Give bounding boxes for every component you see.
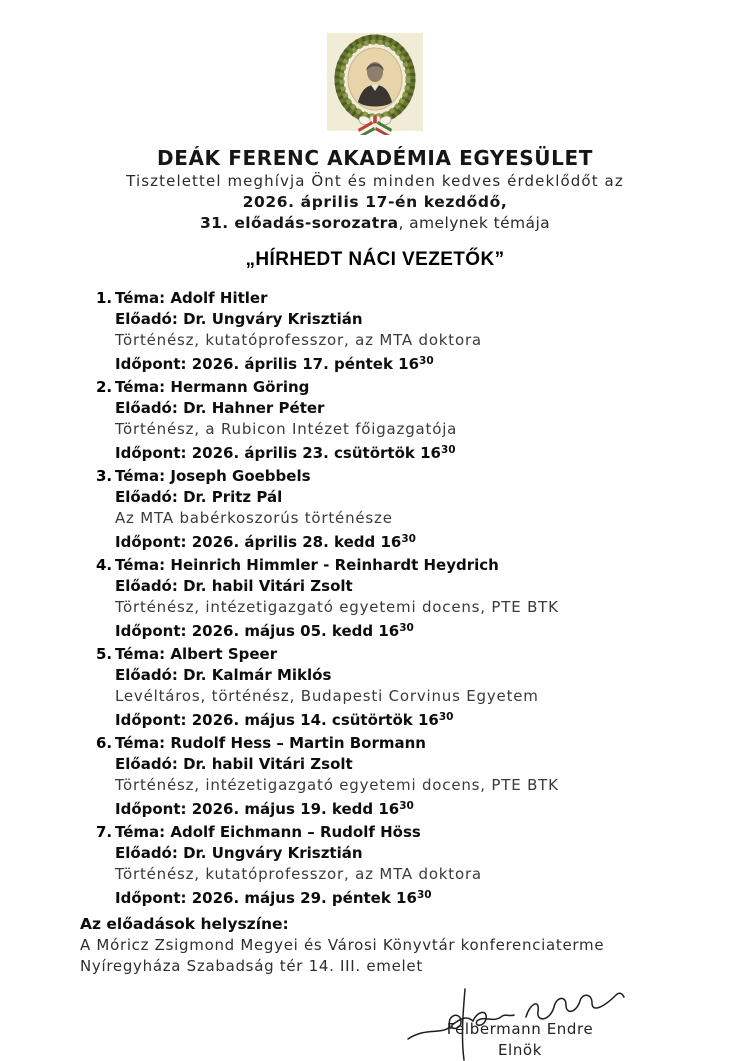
lecture-speaker: Előadó: Dr. Pritz Pál: [115, 488, 283, 506]
lecture-time-text: Időpont: 2026. április 23. csütörtök 16: [115, 444, 441, 462]
lecture-list: [96, 288, 750, 909]
lecture-time-text: Időpont: 2026. április 28. kedd 16: [115, 533, 402, 551]
lecture-number: 7.: [96, 823, 113, 841]
lecture-speaker: Előadó: Dr. habil Vitári Zsolt: [115, 577, 353, 595]
lecture-theme-line: [96, 822, 750, 843]
wreath-portrait-icon: [327, 33, 423, 135]
lecture-number: 6.: [96, 734, 113, 752]
lecture-time-text: Időpont: 2026. május 05. kedd 16: [115, 622, 400, 640]
venue-address-line2: Nyíregyháza Szabadság tér 14. III. emelet: [80, 957, 423, 975]
series-number: 31. előadás-sorozatra: [199, 214, 399, 232]
lecture-speaker: Előadó: Dr. Ungváry Krisztián: [115, 310, 363, 328]
signature-block: [400, 983, 640, 1061]
venue-section: [80, 914, 750, 977]
lecture-time-text: Időpont: 2026. május 29. péntek 16: [115, 889, 417, 907]
lecture-datetime: [115, 529, 750, 553]
lecture-credentials: Történész, kutatóprofesszor, az MTA doktora: [115, 865, 482, 883]
lecture-theme-line: [96, 377, 750, 398]
venue-heading: Az előadások helyszíne:: [80, 915, 289, 933]
lecture-datetime: [115, 351, 750, 375]
lecture-theme: Téma: Joseph Goebbels: [115, 467, 311, 485]
signatory-title: Elnök: [497, 1041, 542, 1059]
handwritten-signature-icon: [404, 983, 628, 1061]
series-line: [0, 213, 750, 234]
lecture-time-superscript: 30: [438, 711, 454, 723]
series-title: „HÍRHEDT NÁCI VEZETŐK”: [245, 249, 505, 270]
lecture-credentials: Történész, a Rubicon Intézet főigazgatója: [115, 420, 458, 438]
lecture-item: [96, 466, 750, 553]
venue-address-line1: A Móricz Zsigmond Megyei és Városi Könyvtár konferenciaterme: [80, 936, 605, 954]
lecture-datetime: [115, 618, 750, 642]
signatory-name: Felbermann Endre: [446, 1020, 594, 1038]
lecture-speaker: Előadó: Dr. habil Vitári Zsolt: [115, 755, 353, 773]
lecture-number: 2.: [96, 378, 113, 396]
lecture-theme: Téma: Albert Speer: [115, 645, 278, 663]
organization-logo: [327, 33, 423, 135]
lecture-time-superscript: 30: [399, 622, 414, 634]
lecture-credentials: Levéltáros, történész, Budapesti Corvinus Egyetem: [115, 687, 539, 705]
lecture-item: [96, 288, 750, 375]
lecture-time-superscript: 30: [419, 355, 434, 367]
lecture-item: [96, 644, 750, 731]
lecture-theme-line: [96, 288, 750, 309]
lecture-time-text: Időpont: 2026. április 17. péntek 16: [115, 355, 420, 373]
start-date-line: 2026. április 17-én kezdődő,: [242, 193, 508, 211]
lecture-theme-line: [96, 466, 750, 487]
series-line-rest: , amelynek témája: [398, 214, 551, 232]
lecture-theme: Téma: Heinrich Himmler - Reinhardt Heydrich: [115, 556, 499, 574]
lecture-speaker: Előadó: Dr. Kalmár Miklós: [115, 666, 332, 684]
lecture-theme: Téma: Adolf Hitler: [115, 289, 268, 307]
organization-name: DEÁK FERENC AKADÉMIA EGYESÜLET: [157, 146, 593, 170]
lecture-time-superscript: 30: [440, 444, 456, 456]
lecture-time-superscript: 30: [399, 800, 414, 812]
lecture-time-superscript: 30: [401, 533, 416, 545]
lecture-time-superscript: 30: [416, 889, 432, 901]
lecture-item: [96, 377, 750, 464]
lecture-number: 4.: [96, 556, 113, 574]
lecture-credentials: Történész, kutatóprofesszor, az MTA doktora: [115, 331, 482, 349]
lecture-datetime: [115, 440, 750, 464]
lecture-speaker: Előadó: Dr. Hahner Péter: [115, 399, 325, 417]
lecture-credentials: Az MTA babérkoszorús történésze: [115, 509, 393, 527]
lecture-theme: Téma: Rudolf Hess – Martin Bormann: [115, 734, 426, 752]
invitation-line: Tisztelettel meghívja Önt és minden kedves érdeklődőt az: [126, 172, 624, 190]
lecture-number: 3.: [96, 467, 113, 485]
lecture-number: 5.: [96, 645, 113, 663]
lecture-credentials: Történész, intézetigazgató egyetemi docens, PTE BTK: [115, 598, 559, 616]
lecture-time-text: Időpont: 2026. május 19. kedd 16: [115, 800, 400, 818]
lecture-datetime: [115, 796, 750, 820]
lecture-theme: Téma: Hermann Göring: [115, 378, 310, 396]
lecture-theme-line: [96, 644, 750, 665]
lecture-theme-line: [96, 555, 750, 576]
lecture-theme: Téma: Adolf Eichmann – Rudolf Höss: [115, 823, 421, 841]
lecture-item: [96, 733, 750, 820]
lecture-item: [96, 822, 750, 909]
lecture-datetime: [115, 885, 750, 909]
lecture-theme-line: [96, 733, 750, 754]
lecture-speaker: Előadó: Dr. Ungváry Krisztián: [115, 844, 363, 862]
lecture-item: [96, 555, 750, 642]
lecture-datetime: [115, 707, 750, 731]
lecture-credentials: Történész, intézetigazgató egyetemi docens, PTE BTK: [115, 776, 559, 794]
lecture-time-text: Időpont: 2026. május 14. csütörtök 16: [115, 711, 439, 729]
lecture-number: 1.: [96, 289, 113, 307]
